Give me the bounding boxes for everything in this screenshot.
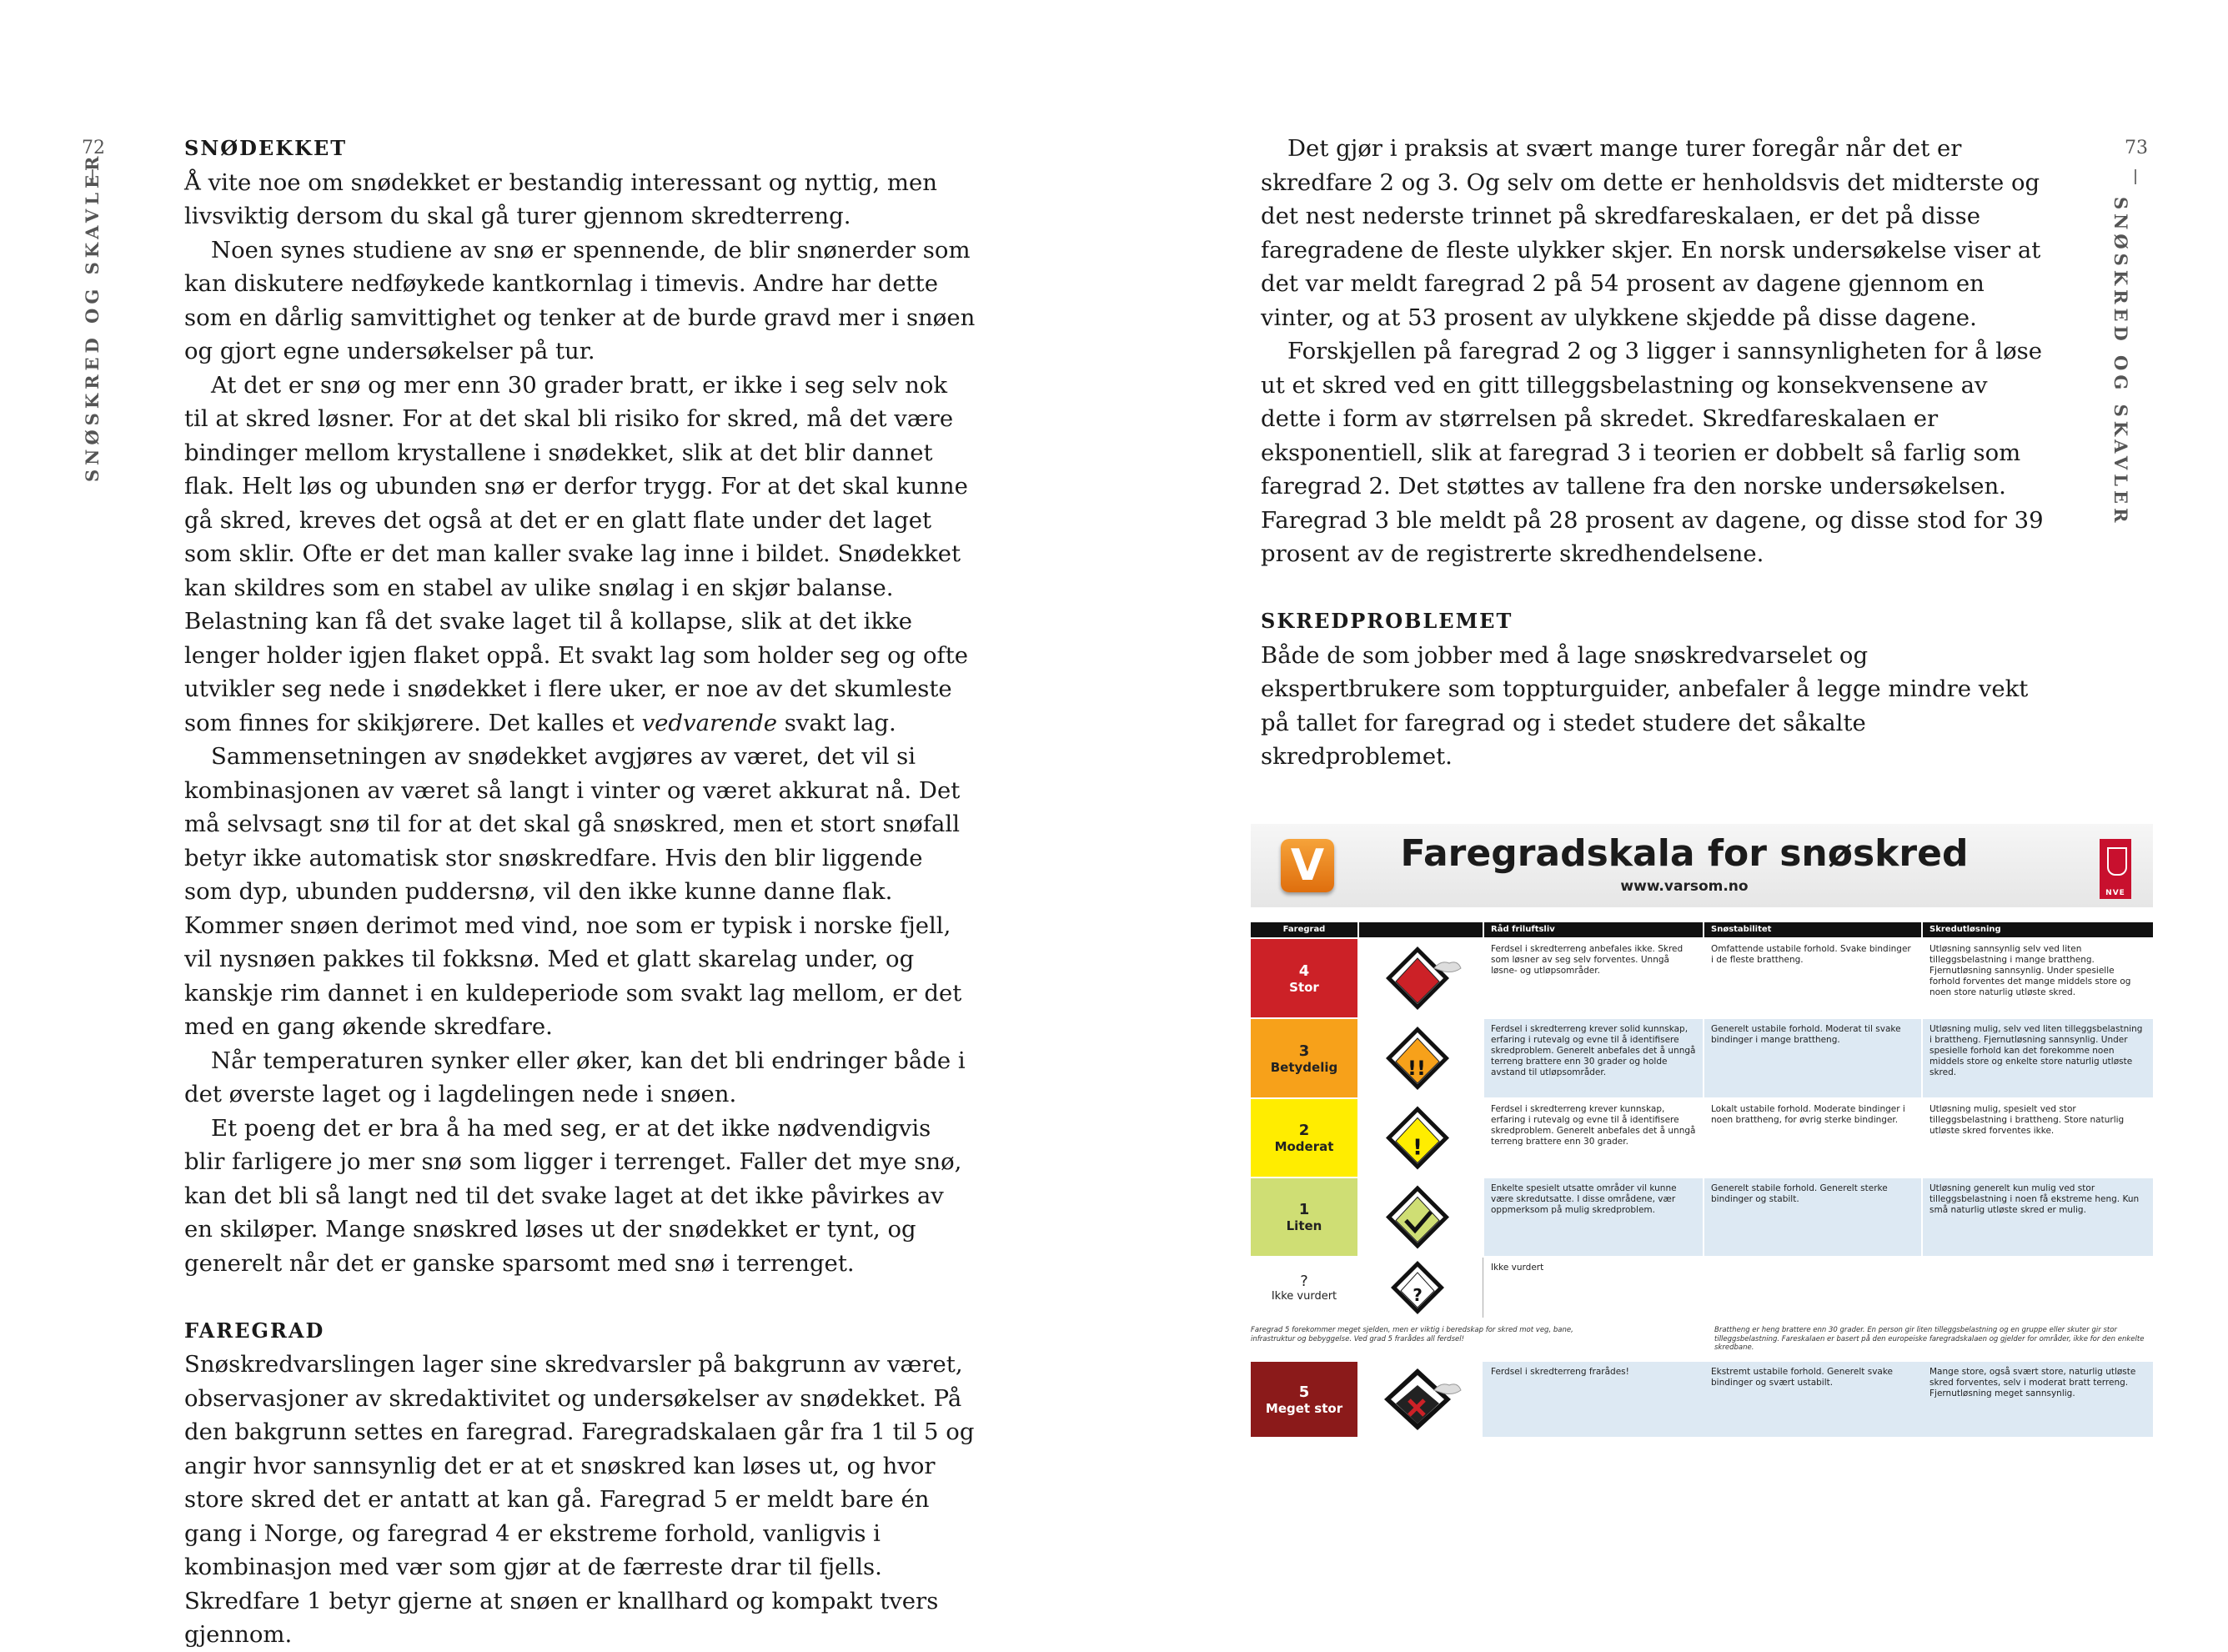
level-number: 4 <box>1298 962 1310 980</box>
level-label <box>1251 1099 1357 1177</box>
danger-icon-5 <box>1357 1362 1483 1437</box>
paragraph: Både de som jobber med å lage snøskredvarselet og ekspertbrukere som toppturguider, anbefaler å legge mindre vekt på tallet for faregrad og i stedet studere det såkalte skredproblemet. <box>1261 641 2029 770</box>
paragraph: Når temperaturen synker eller øker, kan det bli endringer både i det øverste laget og i lagdelingen nede i snøen. <box>184 1047 966 1107</box>
section-heading-snodekket: SNØDEKKET <box>184 136 348 160</box>
column-separator <box>1703 1019 1704 1097</box>
level-number: 3 <box>1298 1042 1310 1060</box>
column-separator <box>1703 1099 1704 1177</box>
col-header-faregrad: Faregrad <box>1251 922 1357 937</box>
stability-text: Lokalt ustabile forhold. Moderate bindinger i noen bratthеng, for øvrig sterke bindinger. <box>1704 1099 1921 1177</box>
varsom-logo: V <box>1281 839 1334 892</box>
column-separator <box>1921 1099 1923 1177</box>
release-text <box>1923 1258 2153 1318</box>
advice-text: Ferdsel i skredterreng krever solid kunnskap, erfaring i rutevalg og evne til å identifisere skredproblem. Generelt anbefales det å unngå terreng brattere enn 30 grader og holde avstand til utløpsområder. <box>1484 1019 1703 1097</box>
advice-text: Enkelte spesielt utsatte områder vil kunne være skredutsatte. I disse områdene, vær oppmerksom på mulig skredproblem. <box>1484 1178 1703 1256</box>
level-label <box>1251 1019 1357 1097</box>
column-separator <box>1703 939 1704 1017</box>
paragraph: Snøskredvarslingen lager sine skredvarsler på bakgrunn av været, observasjoner av skredaktivitet og undersøkelser av snødekket. På den bakgrunn settes en faregrad. Faregradskalaen går fra 1 til 5 og angir hvor sannsynlig det er at et snøskred kan løses ut, og hvor store skred det er antatt at kan gå. Faregrad 5 er meldt bare én gang i Norge, og faregrad 4 er ekstreme forhold, vanligvis i kombinasjon med vær som gjør at de færreste drar til fjells. Skredfare 1 betyr gjerne at snøen er knallhard og kompakt tvers gjennom. <box>184 1351 975 1648</box>
stability-text: Omfattende ustabile forhold. Svake bindinger i de fleste bratthеng. <box>1704 939 1921 1017</box>
column-separator <box>1483 1019 1484 1097</box>
stability-text: Ekstremt ustabile forhold. Generelt svake bindinger og svært ustabilt. <box>1704 1362 1921 1437</box>
level-number: 1 <box>1298 1201 1310 1218</box>
column-separator <box>1921 939 1923 1017</box>
paragraph <box>184 369 976 741</box>
danger-level-row-unassessed <box>1251 1258 2153 1318</box>
col-header-blank <box>1359 922 1483 937</box>
col-header-utlosning: Skredutløsning <box>1923 922 2153 937</box>
advice-text: Ferdsel i skredterreng frarådes! <box>1484 1362 1703 1437</box>
level-number: 5 <box>1298 1383 1310 1401</box>
page-number-right: 73 <box>2125 138 2148 158</box>
running-head-right: SNØSKRED OG SKAVLER <box>2110 197 2131 527</box>
stability-text: Generelt ustabile forhold. Moderat til svake bindinger i mange bratthеng. <box>1704 1019 1921 1097</box>
section-heading-faregrad: FAREGRAD <box>184 1318 325 1343</box>
level-number: 2 <box>1298 1122 1310 1139</box>
danger-icon-2 <box>1357 1099 1483 1177</box>
column-separator <box>1483 939 1484 1017</box>
level-number: ? <box>1300 1273 1308 1290</box>
danger-level-row-5 <box>1251 1362 2153 1437</box>
stability-text: Generelt stabile forhold. Generelt sterke bindinger og stabilt. <box>1704 1178 1921 1256</box>
paragraph: Det gjør i praksis at svært mange turer foregår når det er skredfare 2 og 3. Og selv om dette er henholdsvis det midterste og det nest nederste trinnet på skredfareskalaen, er det på disse faregradene de fleste ulykker skjer. En norsk undersøkelse viser at det var meldt faregrad 2 på 54 prosent av dagene gjennom en vinter, og at 53 prosent av ulykkene skjedde på disse dagene. <box>1261 135 2041 331</box>
svg-text:!: ! <box>1413 1135 1423 1161</box>
col-header-rad: Råd friluftsliv <box>1484 922 1703 937</box>
level-label <box>1251 1362 1357 1437</box>
level-name: Ikke vurdert <box>1271 1290 1337 1303</box>
danger-scale-infographic <box>1251 824 2153 1441</box>
danger-level-row-1 <box>1251 1178 2153 1256</box>
column-separator <box>1483 1099 1484 1177</box>
level-name: Moderat <box>1274 1139 1334 1154</box>
left-text-column <box>184 132 976 1652</box>
level-name: Betydelig <box>1270 1059 1338 1075</box>
nve-shield-icon <box>2107 847 2127 876</box>
stability-text <box>1704 1258 1921 1318</box>
release-text: Utløsning sannsynlig selv ved liten tilleggsbelastning i mange bratthеng. Fjernutløsning sannsynlig. Under spesielle forhold forventes det mange middels store og noen store naturlig utløste skred. <box>1923 939 2153 1017</box>
infographic-url: www.varsom.no <box>1620 878 1749 895</box>
advice-text: Ferdsel i skredterreng krever kunnskap, erfaring i rutevalg og evne til å identifisere skredproblem. Generelt anbefales det å unngå terreng brattere enn 30 grader. <box>1484 1099 1703 1177</box>
level-label <box>1251 939 1357 1017</box>
svg-text:!!: !! <box>1408 1057 1426 1080</box>
footnote-right: Brattheng er heng brattere enn 30 grader. En person gir liten tilleggsbelastning og en gruppe eller skuter gir stor tilleggsbelastning. Fareskalaen er basert på den europeiske faregradskalaen og gjelder for områder, ikke for den enkelte skredbane. <box>1714 1326 2145 1352</box>
level-name: Liten <box>1286 1218 1322 1233</box>
paragraph: Forskjellen på faregrad 2 og 3 ligger i sannsynligheten for å løse ut et skred ved en gitt tilleggsbelastning og konsekvensene av dette i form av størrelsen på skredet. Skredfareskalaen er eksponentiell, slik at faregrad 3 i teorien er dobbelt så farlig som faregrad 2. Det støttes av tallene fra den norske undersøkelsen. Faregrad 3 ble meldt på 28 prosent av dagene, og disse stod for 39 prosent av de registrerte skredhendelsene. <box>1261 338 2044 567</box>
paragraph: Noen synes studiene av snø er spennende, de blir snønerder som kan diskutere nedføykede kantkornlag i timevis. Andre har dette som en dårlig samvittighet og tenker at de burde gravd mer i snøen og gjort egne undersøkelser på tur. <box>184 236 976 364</box>
paragraph: Sammensetningen av snødekket avgjøres av været, det vil si kombinasjonen av været så langt i vinter og været akkurat nå. Det må selvsagt snø til for at det skal gå snøskred, men et stort snøfall betyr ikke automatisk stor snøskredfare. Hvis den blir liggende som dyp, ubunden puddersnø, vil den ikke kunne danne flak. Kommer snøen derimot med vind, noe som er typisk i norske fjell, vil nysnøen pakkes til fokksnø. Med et glatt skarelag under, og kanskje rim dannet i en kuldeperiode som svakt lag mellom, er det med en gang økende skredfare. <box>184 743 962 1040</box>
release-text: Utløsning mulig, spesielt ved stor tilleggsbelastning i bratthеng. Store naturlig utløste skred forventes ikke. <box>1923 1099 2153 1177</box>
advice-text: Ferdsel i skredterreng anbefales ikke. Skred som løsner av seg selv forventes. Unngå løsne- og utløpsområder. <box>1484 939 1703 1017</box>
footnote-left: Faregrad 5 forekommer meget sjelden, men er viktig i beredskap for skred mot veg, bane, infrastruktur og bebyggelse. Ved grad 5 frarådes all ferdsel! <box>1251 1326 1573 1343</box>
danger-icon-4 <box>1357 939 1483 1017</box>
danger-level-row-2 <box>1251 1099 2153 1177</box>
infographic-title: Faregradskala for snøskred <box>1400 832 1969 875</box>
column-separator <box>1703 1178 1704 1256</box>
level-name: Meget stor <box>1265 1400 1343 1416</box>
paragraph-tail: svakt lag. <box>776 709 896 736</box>
emphasis-word: vedvarende <box>641 709 777 736</box>
release-text: Utløsning generelt kun mulig ved stor tilleggsbelastning i noen få ekstreme heng. Kun små naturlig utløste skred er mulig. <box>1923 1178 2153 1256</box>
level-label <box>1251 1258 1357 1318</box>
col-header-stabilitet: Snøstabilitet <box>1704 922 1921 937</box>
column-separator <box>1921 1178 1923 1256</box>
column-separator <box>1921 1019 1923 1097</box>
section-heading-skredproblemet: SKREDPROBLEMET <box>1261 609 1513 633</box>
advice-text: Ikke vurdert <box>1484 1258 1703 1318</box>
danger-icon-unassessed <box>1357 1258 1483 1318</box>
danger-icon-3 <box>1357 1019 1483 1097</box>
svg-text:?: ? <box>1413 1285 1423 1305</box>
level-name: Stor <box>1289 979 1319 995</box>
paragraph-text: At det er snø og mer enn 30 grader bratt, er ikke i seg selv nok til at skred løsner. For at det skal bli risiko for skred, må det være bindinger mellom krystallene i snødekket, slik at det blir dannet flak. Helt løs og ubunden snø er derfor trygg. For at det skal kunne gå skred, kreves det også at det er en glatt flate under det laget som sklir. Ofte er det man kaller svake lag inne i bildet. Snødekket kan skildres som en stabel av ulike snølag i en skjør balanse. Belastning kan få det svake laget til å kollapse, slik at det ikke lenger holder igjen flaket oppå. Et svakt lag som holder seg og ofte utvikler seg nede i snødekket i flere uker, er noe av det skumleste som finnes for skikjørere. Det kalles et <box>184 371 969 736</box>
page-number-left: 72 <box>82 138 105 158</box>
infographic-header <box>1251 824 2153 907</box>
column-separator <box>1483 1178 1484 1256</box>
running-head-left: SNØSKRED OG SKAVLER <box>82 152 103 482</box>
danger-icon-1 <box>1357 1178 1483 1256</box>
paragraph: Et poeng det er bra å ha med seg, er at det ikke nødvendigvis blir farligere jo mer snø som ligger i terrenget. Faller det mye snø, kan det bli så langt ned til det svake laget at det ikke påvirkes av en skiløper. Mange snøskred løses ut der snødekket er tynt, og generelt når det er ganske sparsomt med snø i terrenget. <box>184 1114 962 1277</box>
danger-level-row-3 <box>1251 1019 2153 1097</box>
nve-logo <box>2100 839 2131 899</box>
danger-level-row-4 <box>1251 939 2153 1017</box>
nve-logo-text: NVE <box>2105 889 2125 897</box>
right-text-column <box>1261 132 2055 774</box>
release-text: Utløsning mulig, selv ved liten tilleggsbelastning i bratthеng. Fjernutløsning sannsynlig. Under spesielle forhold kan det forekomme noen middels store og enkelte store naturlig utløste skred. <box>1923 1019 2153 1097</box>
paragraph: Å vite noe om snødekket er bestandig interessant og nyttig, men livsviktig dersom du skal gå turer gjennom skredterreng. <box>184 168 937 229</box>
level-label <box>1251 1178 1357 1256</box>
running-head-divider-right <box>2135 169 2136 184</box>
release-text: Mange store, også svært store, naturlig utløste skred forventes, selv i moderat bratt terreng. Fjernutløsning meget sannsynlig. <box>1923 1362 2153 1437</box>
